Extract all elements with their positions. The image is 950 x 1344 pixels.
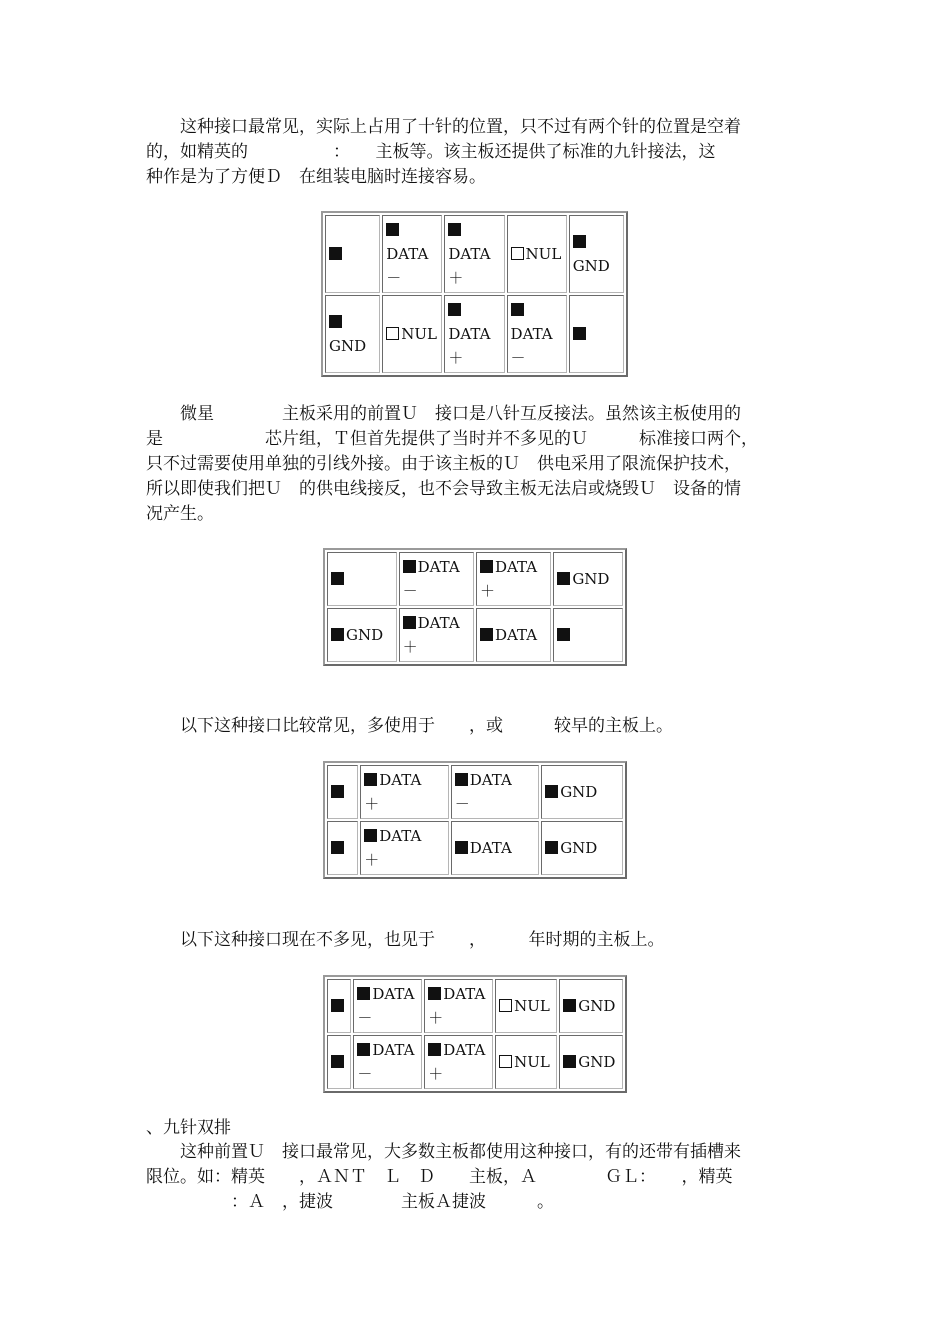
paragraph-line: 况产生。	[146, 504, 214, 524]
pin-label: DATA －	[386, 245, 429, 287]
pin-label: GND	[578, 1053, 616, 1071]
pin-cell	[507, 295, 567, 373]
filled-square-icon	[364, 773, 377, 786]
pin-row	[327, 979, 623, 1033]
pin-cell	[444, 215, 504, 293]
pin-label: DATA ＋	[364, 771, 422, 813]
pin-cell	[353, 979, 422, 1033]
pin-label: GND	[329, 337, 367, 355]
pin-cell	[382, 295, 442, 373]
pin-cell	[569, 215, 624, 293]
pin-label: DATA ＋	[428, 1041, 486, 1083]
filled-square-icon	[511, 303, 524, 316]
pin-row	[325, 295, 624, 373]
filled-square-icon	[455, 773, 468, 786]
pin-cell	[360, 821, 448, 875]
filled-square-icon	[428, 987, 441, 1000]
pin-cell	[399, 552, 474, 606]
filled-square-icon	[329, 315, 342, 328]
filled-square-icon	[545, 785, 558, 798]
filled-square-icon	[403, 616, 416, 629]
pin-cell	[495, 979, 557, 1033]
pin-label: DATA ＋	[448, 325, 491, 367]
pin-label: GND	[572, 570, 610, 588]
pin-cell	[553, 552, 623, 606]
filled-square-icon	[563, 999, 576, 1012]
pin-cell	[327, 765, 358, 819]
empty-square-icon	[499, 1055, 512, 1068]
pin-cell	[424, 1035, 493, 1089]
pin-label: NUL	[525, 245, 562, 263]
paragraph-line: 的，如精英的 ： 主板等。该主板还提供了标准的九针接法，这	[146, 142, 716, 162]
filled-square-icon	[448, 303, 461, 316]
pin-cell	[569, 295, 624, 373]
pin-cell	[360, 765, 448, 819]
paragraph-line: 所以即使我们把Ｕ 的供电线接反，也不会导致主板无法启或烧毁Ｕ 设备的情	[146, 479, 741, 499]
filled-square-icon	[357, 987, 370, 1000]
pin-label: DATA ＋	[428, 985, 486, 1027]
pin-label: DATA －	[510, 325, 553, 367]
paragraph-line: 以下这种接口比较常见，多使用于 ，或 较早的主板上。	[146, 716, 673, 736]
pin-cell	[476, 552, 551, 606]
pin-table	[321, 211, 628, 377]
pin-label: NUL	[514, 1053, 550, 1071]
pin-label: DATA ＋	[479, 558, 538, 600]
paragraph-line: ：Ａ ，捷波 主板Ａ捷波 。	[146, 1192, 554, 1212]
pin-cell	[451, 765, 539, 819]
pin-cell	[327, 552, 397, 606]
pin-cell	[476, 608, 551, 662]
pin-row	[325, 215, 624, 293]
pin-label: DATA －	[454, 771, 512, 813]
filled-square-icon	[455, 841, 468, 854]
pin-table	[323, 975, 627, 1093]
pin-cell	[399, 608, 474, 662]
paragraph-line: 以下这种接口现在不多见，也见于 ， 年时期的主板上。	[146, 930, 665, 950]
pin-cell	[327, 608, 397, 662]
paragraph-line: 是 芯片组，Ｔ但首先提供了当时并不多见的Ｕ 标准接口两个，	[146, 429, 758, 449]
pin-label: DATA ＋	[402, 614, 460, 656]
pin-cell	[541, 765, 623, 819]
empty-square-icon	[499, 999, 512, 1012]
pin-label: GND	[346, 626, 384, 644]
pin-label: DATA	[494, 626, 538, 644]
filled-square-icon	[386, 223, 399, 236]
pin-label: DATA	[469, 839, 512, 857]
filled-square-icon	[331, 572, 344, 585]
filled-square-icon	[428, 1043, 441, 1056]
pin-label: NUL	[514, 997, 550, 1015]
filled-square-icon	[331, 785, 344, 798]
paragraph-line: 限位。如：精英 ，ＡＮＴ Ｌ Ｄ 主板，Ａ ＧＬ： ，精英	[146, 1167, 733, 1187]
filled-square-icon	[573, 235, 586, 248]
filled-square-icon	[573, 327, 586, 340]
filled-square-icon	[563, 1055, 576, 1068]
pin-table	[323, 761, 627, 879]
pin-row	[327, 765, 623, 819]
pin-cell	[327, 1035, 351, 1089]
pin-cell	[382, 215, 442, 293]
paragraph-line: 微星 主板采用的前置Ｕ 接口是八针互反接法。虽然该主板使用的	[146, 404, 741, 424]
filled-square-icon	[557, 572, 570, 585]
pin-cell	[451, 821, 539, 875]
pin-cell	[553, 608, 623, 662]
filled-square-icon	[331, 1055, 344, 1068]
section-heading: 、九针双排	[146, 1118, 231, 1138]
pin-cell	[325, 215, 380, 293]
pin-label: NUL	[401, 325, 437, 343]
pin-cell	[541, 821, 623, 875]
pin-label: GND	[560, 839, 598, 857]
pin-row	[327, 1035, 623, 1089]
filled-square-icon	[448, 223, 461, 236]
filled-square-icon	[364, 829, 377, 842]
pin-label: GND	[560, 783, 598, 801]
paragraph-line: 这种前置Ｕ 接口最常见，大多数主板都使用这种接口，有的还带有插槽来	[146, 1142, 741, 1162]
pin-label: GND	[578, 997, 616, 1015]
pin-cell	[444, 295, 504, 373]
filled-square-icon	[331, 999, 344, 1012]
filled-square-icon	[403, 560, 416, 573]
pin-cell	[559, 979, 623, 1033]
empty-square-icon	[386, 327, 399, 340]
pin-label: DATA ＋	[448, 245, 491, 287]
filled-square-icon	[329, 247, 342, 260]
filled-square-icon	[557, 628, 570, 641]
pin-row	[327, 608, 623, 662]
pin-cell	[327, 821, 358, 875]
filled-square-icon	[545, 841, 558, 854]
pin-cell	[559, 1035, 623, 1089]
pin-label: DATA －	[402, 558, 460, 600]
pin-row	[327, 552, 623, 606]
filled-square-icon	[331, 628, 344, 641]
paragraph-line: 种作是为了方便Ｄ 在组装电脑时连接容易。	[146, 167, 486, 187]
pin-cell	[327, 979, 351, 1033]
pin-label: DATA －	[357, 1041, 415, 1083]
filled-square-icon	[480, 560, 493, 573]
pin-cell	[495, 1035, 557, 1089]
filled-square-icon	[357, 1043, 370, 1056]
pin-table	[323, 548, 627, 666]
empty-square-icon	[511, 247, 524, 260]
pin-row	[327, 821, 623, 875]
paragraph-line: 这种接口最常见，实际上占用了十针的位置，只不过有两个针的位置是空着	[146, 117, 741, 137]
pin-label: DATA ＋	[364, 827, 422, 869]
pin-label: DATA －	[357, 985, 415, 1027]
pin-label: GND	[572, 257, 610, 275]
pin-cell	[353, 1035, 422, 1089]
filled-square-icon	[331, 841, 344, 854]
pin-cell	[424, 979, 493, 1033]
filled-square-icon	[480, 628, 493, 641]
pin-cell	[325, 295, 380, 373]
pin-cell	[507, 215, 567, 293]
paragraph-line: 只不过需要使用单独的引线外接。由于该主板的Ｕ 供电采用了限流保护技术，	[146, 454, 741, 474]
